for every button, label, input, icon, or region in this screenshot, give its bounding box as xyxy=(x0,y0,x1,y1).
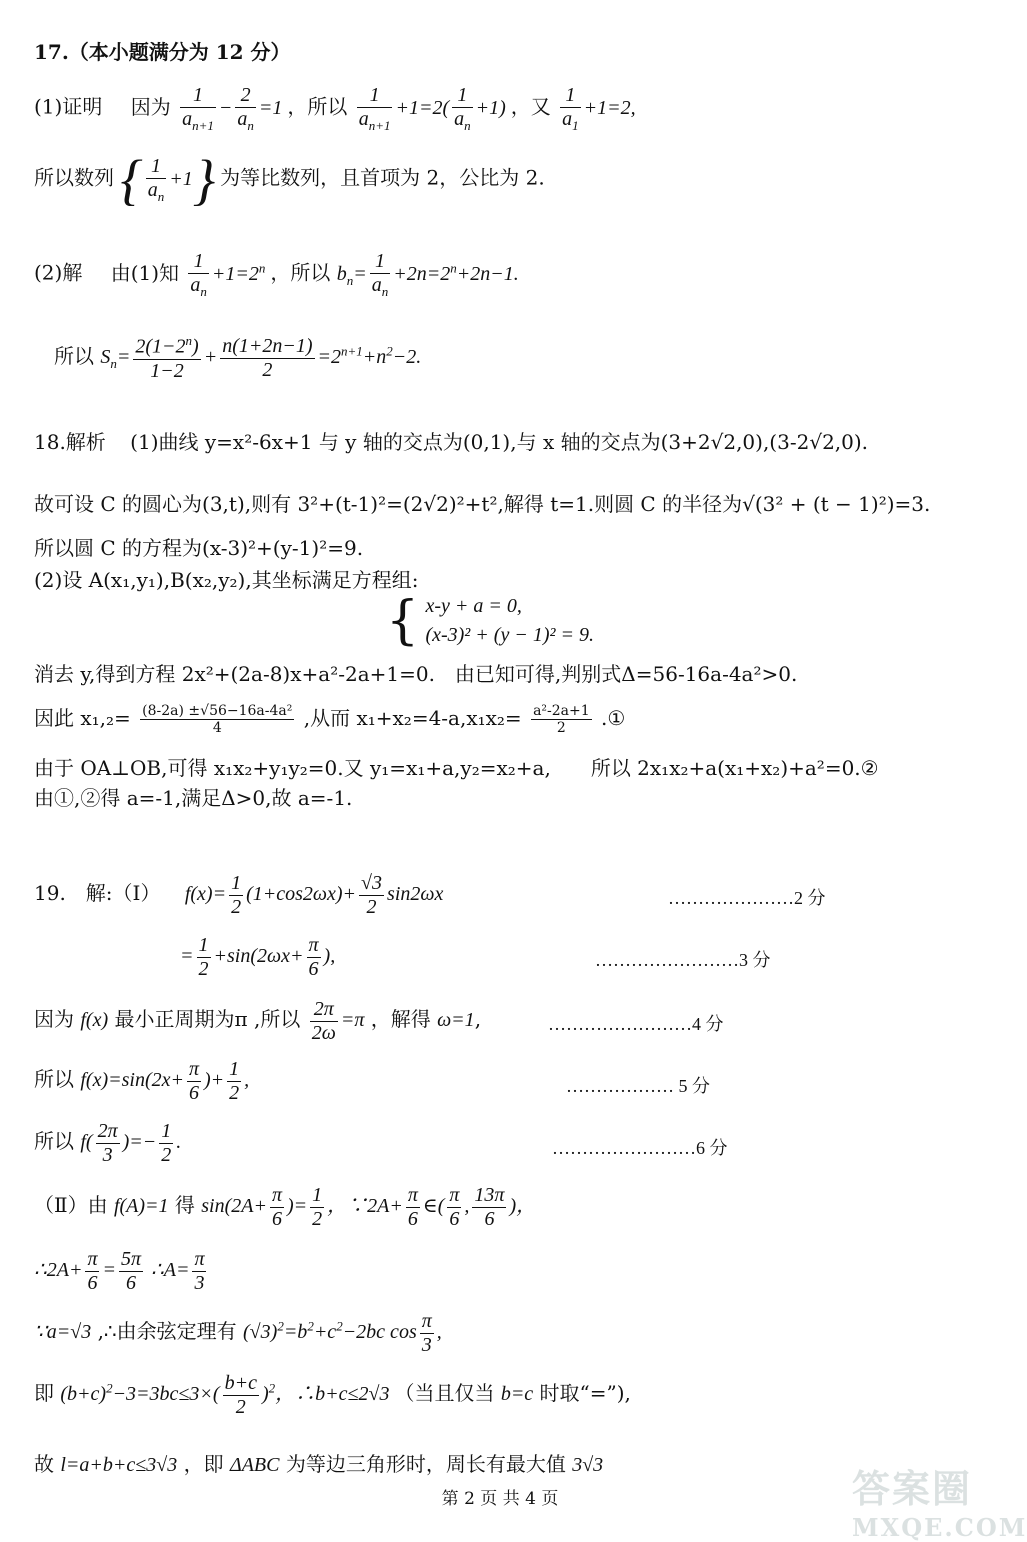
q19-line6 xyxy=(34,1184,536,1231)
q19-eq5: f( $\frac{2\pi}{3}$ )=− $\frac{1}{2}$ . xyxy=(80,1120,182,1166)
q19-eq8: $(√3)^2=b^2+c^2-2bc$ cos $\frac{\pi}{3}$ , xyxy=(243,1310,442,1356)
q18-line6-suffix: .① xyxy=(601,706,626,730)
q19-perimeter: l=a+b+c≤3√3 xyxy=(60,1454,178,1476)
q17-sum-eq: $S_n=$ $\frac{2(1-2^n)}{1-2}$ + $\frac{n(1+2n-1)}{2}$ $=2^{n+1}+n^2-2$. xyxy=(100,333,422,382)
q18-line6-prefix: 因此 x₁,₂= xyxy=(34,706,131,730)
q19-line4 xyxy=(34,1058,249,1105)
q19-l3-prefix: 因为 xyxy=(34,1007,74,1032)
q18-line7: 由于 OA⊥OB,可得 x₁x₂+y₁y₂=0.又 y₁=x₁+a,y₂=x₂+a, 所以 2x₁x₂+a(x₁+x₂)+a²=0.② xyxy=(34,756,879,780)
q18-prod-num: a²-2a+1 xyxy=(533,702,590,719)
q19-line9 xyxy=(34,1372,631,1419)
q17-eq2: $\frac{1}{a_{n+1}}$ +1=2( $\frac{1}{a_n}$ +1) xyxy=(358,84,511,133)
q19-l9-note: （当且仅当 xyxy=(394,1381,495,1406)
q17-eq4: $\frac{1}{a_n}$ $+1=2^n$ xyxy=(190,250,266,299)
q19-l10-mid2: 为等边三角形时，周长有最大值 xyxy=(285,1452,566,1476)
q19-max: 3√3 xyxy=(572,1454,604,1476)
q19-line3: 因为 f(x) 最小正周期为π ,所以 $\frac{2\pi}{2\omega}$ =π ，解得 ω=1, xyxy=(34,998,482,1044)
q19-eq1: f(x)= $\frac{1}{2}$ (1+cos2ωx)+ $\frac{√3}{2}$ sin2ωx xyxy=(184,872,444,918)
q17-so: ，所以 xyxy=(287,94,348,119)
q17-p2-so: ，所以 xyxy=(270,260,331,285)
q18-line6-mid: ,从而 x₁+x₂=4-a,x₁x₂= xyxy=(303,706,522,730)
q18-line3: 所以圆 C 的方程为(x-3)²+(y-1)²=9. xyxy=(34,536,364,560)
q19-b-eq-c: b=c xyxy=(500,1383,534,1406)
q19-fA: f(A)=1 xyxy=(113,1195,169,1218)
q19-line10 xyxy=(34,1448,603,1477)
q17-part2-label: (2)解 xyxy=(34,260,83,285)
q19-score1: …………………2 分 xyxy=(668,888,826,908)
q18-line5: 消去 y,得到方程 2x²+(2a-8)x+a²-2a+1=0. 由已知可得,判别式Δ=56-16a-4a²>0. xyxy=(34,662,798,686)
q19-omega: ω=1 xyxy=(437,1009,475,1032)
q19-heading: 19. 解:（Ⅰ） xyxy=(34,881,161,906)
q18-prod-den: 2 xyxy=(556,720,566,736)
q19-l10-mid: ，即 xyxy=(183,1452,224,1476)
q17-sequence: { $\frac{1}{a_n}$ +1} xyxy=(120,149,216,211)
q18-sys1: x-y + a = 0, xyxy=(425,595,522,617)
watermark-logo xyxy=(852,1458,1027,1542)
q19-l4-prefix: 所以 xyxy=(34,1067,74,1092)
q17-part1-line xyxy=(34,84,636,134)
q17-conclusion-line xyxy=(34,149,545,211)
q19-line7 xyxy=(34,1248,209,1295)
q19-score5: ……………………6 分 xyxy=(552,1138,728,1158)
q19-eq3: $\frac{2\pi}{2\omega}$ =π xyxy=(311,998,365,1044)
q18-line6 xyxy=(34,702,625,736)
q17-sum-line xyxy=(54,334,421,383)
q19-a-value: ∵a=√3 xyxy=(34,1321,92,1344)
q19-line1 xyxy=(34,872,443,919)
q18-root-num: (8-2a) ±√56−16a-4a² xyxy=(142,702,293,719)
q18-heading: 18.解析 xyxy=(34,430,106,454)
q18-line4: (2)设 A(x₁,y₁),B(x₂,y₂),其坐标满足方程组: xyxy=(34,568,419,592)
q17-also: ，又 xyxy=(510,94,551,119)
q17-from: 由(1)知 xyxy=(110,260,180,285)
q19-triangle: ΔABC xyxy=(229,1454,280,1476)
q19-l9-note2: 时取“=”), xyxy=(539,1381,631,1406)
q18-root-den: 4 xyxy=(212,720,222,736)
q19-eq9: $(b+c)^2-3=3bc\le 3\times$( $\frac{b+c}{2}$ )$^2$，∴b+c≤2√3 xyxy=(60,1372,395,1418)
q19-score4: ……………… 5 分 xyxy=(566,1076,710,1096)
q19-eq4: f(x)=sin(2x+ $\frac{\pi}{6}$ )+ $\frac{1}{2}$ , xyxy=(80,1058,250,1104)
q19-l10-prefix: 故 xyxy=(34,1452,54,1476)
q19-l9-prefix: 即 xyxy=(34,1381,54,1406)
q18-line2: 故可设 C 的圆心为(3,t),则有 3²+(t-1)²=(2√2)²+t²,解得 t=1.则圆 C 的半径为√(3² + (t − 1)²)=3. xyxy=(34,492,931,516)
q19-eq6: sin(2A+ $\frac{\pi}{6}$ )= $\frac{1}{2}$ ，∵2A+ $\frac{\pi}{6}$ ∈( $\frac{\pi}{6}$ , $\frac{13\pi}{6}$ )， xyxy=(201,1184,537,1230)
q18-line8: 由①,②得 a=-1,满足Δ>0,故 a=-1. xyxy=(34,786,353,810)
q17-eq5: $b_n=$ $\frac{1}{a_n}$ $+2n=2^n+2n-1$. xyxy=(336,250,519,299)
q19-line2 xyxy=(180,934,335,981)
q19-line8 xyxy=(34,1310,442,1357)
q17-part2-line xyxy=(34,250,519,300)
q19-l6-mid: 得 xyxy=(174,1193,195,1218)
q18-system: { x-y + a = 0, (x-3)² + (y − 1)² = 9. xyxy=(386,591,594,651)
q19-l6-prefix: （Ⅱ）由 xyxy=(34,1193,108,1218)
q19-l5-prefix: 所以 xyxy=(34,1129,74,1154)
q17-sum-prefix: 所以 xyxy=(54,343,94,368)
q19-l3-mid: 最小正周期为π ,所以 xyxy=(114,1007,301,1032)
q17-conclusion-prefix: 所以数列 xyxy=(34,165,114,190)
q17-eq1: $\frac{1}{a_{n+1}}$ − $\frac{2}{a_n}$ =1 xyxy=(182,84,288,133)
q17-heading: 17.（本小题满分为 12 分） xyxy=(34,40,291,64)
q19-eq7: ∴2A+ $\frac{\pi}{6}$ = $\frac{5\pi}{6}$ ∴A= $\frac{\pi}{3}$ xyxy=(34,1248,205,1294)
q19-eq2: = $\frac{1}{2}$ +sin(2ωx+ $\frac{\pi}{6}$ ), xyxy=(180,934,336,980)
q19-fx: f(x) xyxy=(80,1009,109,1032)
q18-line1 xyxy=(34,426,868,455)
watermark-top: 答案圈 xyxy=(852,1466,973,1511)
q18-line1-text: (1)曲线 y=x²-6x+1 与 y 轴的交点为(0,1),与 x 轴的交点为(3+2√2,0),(3-2√2,0). xyxy=(130,430,869,454)
q17-conclusion-suffix: 为等比数列，且首项为 2，公比为 2. xyxy=(220,165,545,190)
q18-sys2: (x-3)² + (y − 1)² = 9. xyxy=(425,624,594,646)
q19-score2: ……………………3 分 xyxy=(595,950,771,970)
q19-l3-solve: ，解得 xyxy=(370,1007,431,1032)
q19-line5 xyxy=(34,1120,181,1167)
q17-because: 因为 xyxy=(130,94,171,119)
q17-eq3: $\frac{1}{a_1}$ +1=2, xyxy=(562,84,636,133)
watermark-bottom: MXQE.COM xyxy=(852,1513,1027,1542)
q19-score3: ……………………4 分 xyxy=(548,1014,724,1034)
page-footer: 第 2 页 共 4 页 xyxy=(441,1489,559,1509)
q19-l8-mid: ,∴由余弦定理有 xyxy=(97,1319,237,1344)
q17-part1-label: (1)证明 xyxy=(34,94,103,119)
